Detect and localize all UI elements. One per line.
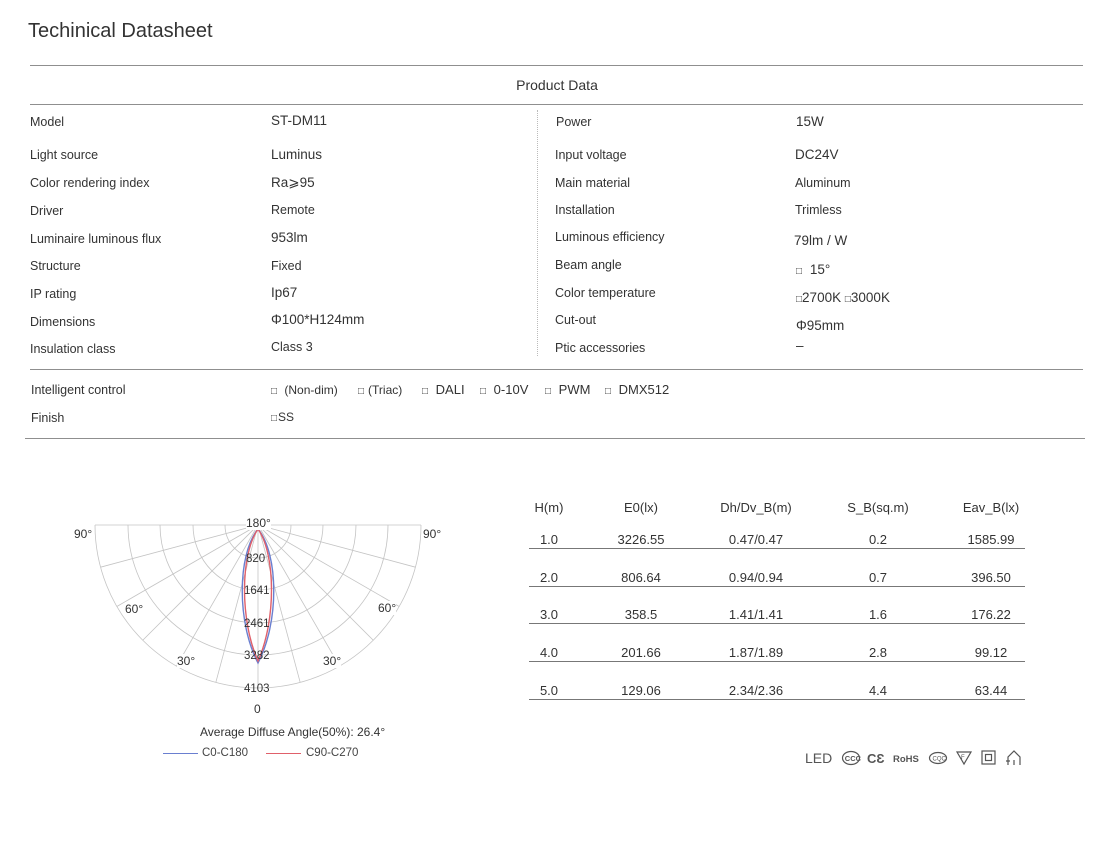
checkbox-icon: □ xyxy=(796,266,803,277)
polar-spoke xyxy=(101,525,258,567)
control-option xyxy=(545,382,590,397)
beam-angle-value: 15° xyxy=(809,262,831,277)
spec-value: Class 3 xyxy=(271,340,313,354)
polar-label-60-right: 60° xyxy=(378,601,397,615)
spec-label: Ptic accessories xyxy=(555,341,646,355)
table-cell: 176.22 xyxy=(971,607,1011,622)
spec-value: Remote xyxy=(271,203,315,217)
table-cell: 129.06 xyxy=(621,683,661,698)
table-header: E0(lx) xyxy=(624,500,658,515)
radial-label: 1641 xyxy=(244,585,270,597)
spec-value: 15W xyxy=(796,114,824,129)
table-header: S_B(sq.m) xyxy=(847,500,909,515)
table-cell: 2.0 xyxy=(539,570,559,585)
checkbox-icon: □ xyxy=(796,294,803,305)
table-cell: 99.12 xyxy=(974,645,1008,660)
legend-swatch-c90 xyxy=(266,753,301,754)
spec-label: Structure xyxy=(30,259,81,273)
class2-icon xyxy=(982,751,995,764)
led-mark: LED xyxy=(805,750,833,766)
control-option-label: (Triac) xyxy=(368,383,403,397)
table-cell: 358.5 xyxy=(624,607,658,622)
checkbox-icon: □ xyxy=(422,386,429,397)
svg-text:F: F xyxy=(961,755,965,761)
spec-label: Beam angle xyxy=(555,258,622,272)
table-cell: 63.44 xyxy=(974,683,1008,698)
spec-value: DC24V xyxy=(795,147,839,162)
spec-label: Dimensions xyxy=(30,315,96,329)
spec-label: Model xyxy=(30,115,65,129)
spec-value: Ip67 xyxy=(271,285,298,300)
table-cell: 1.87/1.89 xyxy=(728,645,784,660)
table-header: Eav_B(lx) xyxy=(962,500,1020,515)
divider xyxy=(30,104,1083,105)
polar-spoke xyxy=(117,525,258,607)
polar-spoke xyxy=(258,525,399,607)
spec-label: Cut-out xyxy=(555,313,596,327)
control-option-label: 0-10V xyxy=(493,382,529,397)
svg-text:CCC: CCC xyxy=(844,754,862,763)
finish-option-label: SS xyxy=(278,410,295,424)
table-cell: 0.2 xyxy=(868,532,888,547)
table-cell: 201.66 xyxy=(621,645,661,660)
table-cell: 0.94/0.94 xyxy=(728,570,784,585)
intelligent-control-label: Intelligent control xyxy=(31,383,126,397)
polar-spoke xyxy=(258,525,415,567)
legend-swatch-c0 xyxy=(163,753,198,754)
spec-label: Installation xyxy=(555,203,615,217)
spec-label: Light source xyxy=(30,148,99,162)
table-row-line xyxy=(529,548,1025,549)
spec-label: IP rating xyxy=(30,287,77,301)
spec-label: Main material xyxy=(555,176,631,190)
spec-value: Fixed xyxy=(271,259,302,273)
spec-label: Power xyxy=(556,115,592,129)
polar-caption: Average Diffuse Angle(50%): 26.4° xyxy=(200,725,386,739)
divider xyxy=(30,65,1083,66)
radial-label: 4103 xyxy=(244,683,270,695)
polar-label-30-left: 30° xyxy=(177,654,196,668)
spec-value: 79lm / W xyxy=(794,233,848,248)
table-row-line xyxy=(529,699,1025,700)
polar-label-60-left: 60° xyxy=(125,602,144,616)
table-cell: 3226.55 xyxy=(617,532,665,547)
cct-2700: 2700K xyxy=(802,290,842,305)
table-header: H(m) xyxy=(534,500,564,515)
column-divider xyxy=(537,110,538,356)
page-title: Techinical Datasheet xyxy=(28,20,213,42)
legend-label-c0: C0-C180 xyxy=(202,747,249,759)
spec-value: Trimless xyxy=(795,203,842,217)
checkbox-icon: □ xyxy=(844,294,851,305)
table-cell: 4.0 xyxy=(539,645,559,660)
radial-label: 3282 xyxy=(244,650,270,662)
table-cell: 0.47/0.47 xyxy=(728,532,784,547)
checkbox-icon: □ xyxy=(358,386,365,397)
polar-label-bottom: 0 xyxy=(254,702,261,716)
table-header: Dh/Dv_B(m) xyxy=(720,500,792,515)
table-cell: 4.4 xyxy=(868,683,888,698)
control-option xyxy=(605,382,669,397)
checkbox-icon: □ xyxy=(271,386,278,397)
radial-label: 2461 xyxy=(244,618,270,630)
spec-label: Color rendering index xyxy=(30,176,150,190)
polar-spoke xyxy=(258,525,340,666)
spec-value: – xyxy=(796,338,804,353)
spec-label: Luminous efficiency xyxy=(555,230,665,244)
spec-value: Ra⩾95 xyxy=(271,175,315,190)
table-cell: 3.0 xyxy=(539,607,559,622)
table-cell: 2.8 xyxy=(868,645,888,660)
spec-label: Driver xyxy=(30,204,64,218)
checkbox-icon: □ xyxy=(271,413,278,424)
spec-value: Luminus xyxy=(271,147,323,162)
certification-icons xyxy=(840,748,1030,768)
rohs-icon: RoHS xyxy=(893,754,919,765)
table-cell: 1.6 xyxy=(868,607,888,622)
spec-value: 953lm xyxy=(271,230,308,245)
checkbox-icon: □ xyxy=(605,386,612,397)
control-option xyxy=(480,382,528,397)
control-option xyxy=(422,382,465,397)
table-cell: 5.0 xyxy=(539,683,559,698)
divider xyxy=(25,438,1085,439)
polar-label-30-right: 30° xyxy=(323,654,342,668)
finish-option xyxy=(271,410,294,424)
control-option-label: DALI xyxy=(435,382,465,397)
table-cell: 1585.99 xyxy=(967,532,1015,547)
cct-3000: 3000K xyxy=(850,290,890,305)
table-row-line xyxy=(529,623,1025,624)
polar-label-top: 180° xyxy=(246,516,271,530)
spec-label: Input voltage xyxy=(555,148,627,162)
polar-label-90-right: 90° xyxy=(423,527,442,541)
control-option-label: (Non-dim) xyxy=(284,383,338,397)
checkbox-icon: □ xyxy=(545,386,552,397)
spec-value: Φ95mm xyxy=(796,318,845,333)
section-title: Product Data xyxy=(516,77,598,93)
ce-icon: CƐ xyxy=(867,751,885,766)
control-option-label: DMX512 xyxy=(618,382,670,397)
table-cell: 2.34/2.36 xyxy=(728,683,784,698)
finish-label: Finish xyxy=(31,411,65,425)
control-option-label: PWM xyxy=(558,382,591,397)
spec-label: Insulation class xyxy=(30,342,116,356)
radial-label: 820 xyxy=(246,553,266,565)
table-row-line xyxy=(529,586,1025,587)
spec-value: ST-DM11 xyxy=(271,113,328,128)
polar-spoke xyxy=(143,525,258,640)
svg-text:CQC: CQC xyxy=(932,756,946,763)
table-cell: 1.0 xyxy=(539,532,559,547)
spec-value: Φ100*H124mm xyxy=(271,312,365,327)
table-cell: 396.50 xyxy=(971,570,1011,585)
indoor-icon xyxy=(1006,751,1020,765)
polar-spoke xyxy=(258,525,373,640)
table-row-line xyxy=(529,661,1025,662)
polar-label-90-left: 90° xyxy=(74,527,93,541)
control-option xyxy=(358,383,402,397)
spec-label: Luminaire luminous flux xyxy=(30,232,162,246)
table-cell: 0.7 xyxy=(868,570,888,585)
spec-value-cct xyxy=(796,290,890,305)
spec-value: Aluminum xyxy=(795,176,851,190)
legend-label-c90: C90-C270 xyxy=(306,747,359,759)
spec-label: Color temperature xyxy=(555,286,656,300)
checkbox-icon: □ xyxy=(480,386,487,397)
table-cell: 1.41/1.41 xyxy=(728,607,784,622)
spec-value-beam xyxy=(796,262,830,277)
control-option xyxy=(271,383,338,397)
divider xyxy=(30,369,1083,370)
table-cell: 806.64 xyxy=(621,570,661,585)
